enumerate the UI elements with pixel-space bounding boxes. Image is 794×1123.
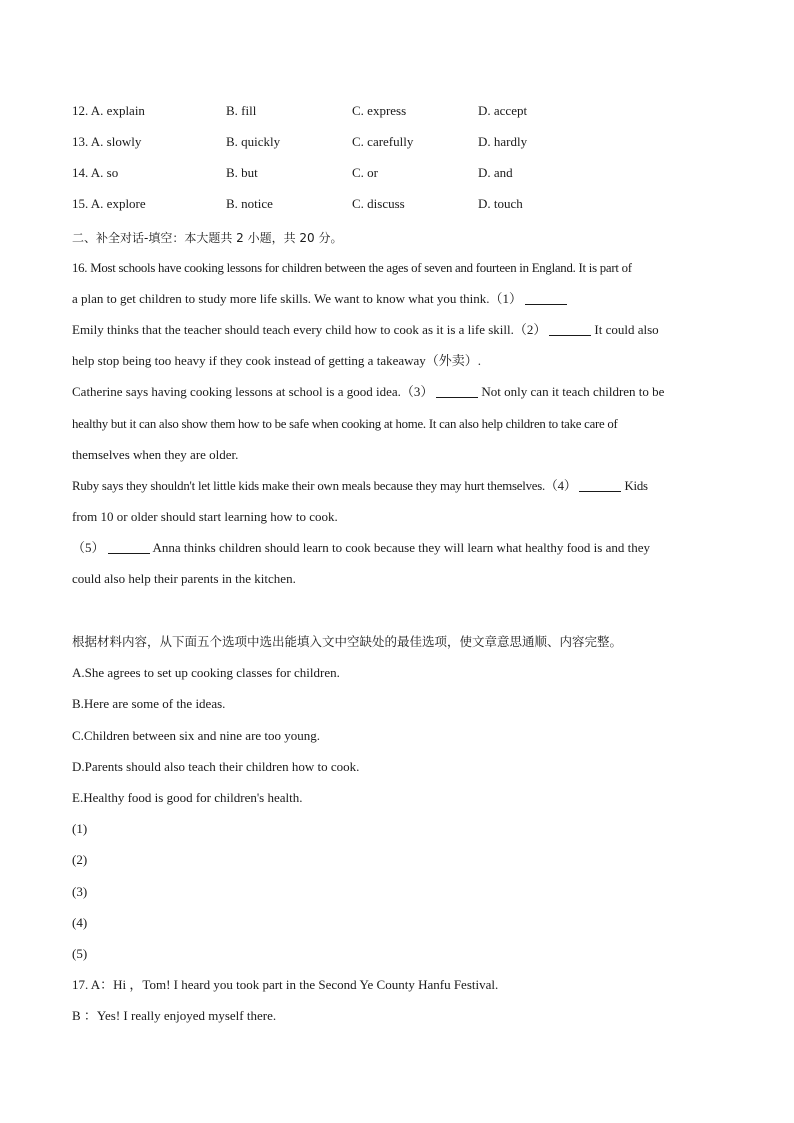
answer-slot-2[interactable]: (2) bbox=[72, 852, 88, 867]
section-heading: 二、补全对话-填空：本大题共 2 小题，共 20 分。 bbox=[72, 231, 343, 245]
option-d: D. hardly bbox=[478, 134, 528, 149]
choice-a: A.She agrees to set up cooking classes for children. bbox=[72, 665, 340, 680]
option-c: C. or bbox=[352, 165, 378, 180]
dialogue-line-a: 17. A：Hi ，Tom! I heard you took part in the Second Ye County Hanfu Festival. bbox=[72, 977, 499, 992]
option-c: C. discuss bbox=[352, 196, 405, 211]
option-a: 13. A. slowly bbox=[72, 134, 142, 149]
option-a: 14. A. so bbox=[72, 165, 119, 180]
blank-5[interactable] bbox=[108, 541, 150, 554]
option-b: B. notice bbox=[226, 196, 273, 211]
passage-line: help stop being too heavy if they cook instead of getting a takeaway（外卖）. bbox=[72, 353, 482, 368]
passage-line bbox=[72, 538, 650, 558]
blank-4[interactable] bbox=[579, 479, 621, 492]
passage-text: Kids bbox=[624, 479, 648, 493]
passage-text: It could also bbox=[594, 322, 659, 337]
instruction-text: 根据材料内容，从下面五个选项中选出能填入文中空缺处的最佳选项，使文章意思通顺、内容完整。 bbox=[72, 634, 623, 649]
passage-line: themselves when they are older. bbox=[72, 447, 239, 462]
passage-text: Catherine says having cooking lessons at school is a good idea.（3） bbox=[72, 384, 434, 399]
passage-text: Emily thinks that the teacher should teach every child how to cook as it is a life skill.（2） bbox=[72, 322, 547, 337]
choice-e: E.Healthy food is good for children's health. bbox=[72, 790, 303, 805]
blank-2[interactable] bbox=[549, 323, 591, 336]
answer-slot-1[interactable]: (1) bbox=[72, 821, 88, 836]
option-b: B. fill bbox=[226, 103, 257, 118]
passage-text: Ruby says they shouldn't let little kids make their own meals because they may hurt themselves.（4） bbox=[72, 479, 577, 493]
blank-3[interactable] bbox=[436, 385, 478, 398]
passage-line bbox=[72, 476, 648, 496]
passage-text: （5） bbox=[72, 540, 105, 555]
option-a: 12. A. explain bbox=[72, 103, 145, 118]
choice-b: B.Here are some of the ideas. bbox=[72, 696, 226, 711]
passage-text: Not only can it teach children to be bbox=[481, 384, 665, 399]
option-d: D. accept bbox=[478, 103, 528, 118]
passage-text: a plan to get children to study more life skills. We want to know what you think.（1） bbox=[72, 291, 523, 306]
option-d: D. and bbox=[478, 165, 513, 180]
blank-1[interactable] bbox=[525, 292, 567, 305]
passage-line: could also help their parents in the kitchen. bbox=[72, 571, 296, 586]
option-b: B. but bbox=[226, 165, 258, 180]
option-c: C. express bbox=[352, 103, 407, 118]
choice-d: D.Parents should also teach their children how to cook. bbox=[72, 759, 360, 774]
passage-line: 16. Most schools have cooking lessons for children between the ages of seven and fourteen in England. It is part of bbox=[72, 261, 632, 275]
passage-line bbox=[72, 289, 570, 309]
passage-line: from 10 or older should start learning how to cook. bbox=[72, 509, 338, 524]
choice-c: C.Children between six and nine are too young. bbox=[72, 728, 321, 743]
option-b: B. quickly bbox=[226, 134, 281, 149]
passage-line: healthy but it can also show them how to be safe when cooking at home. It can also help children to take care of bbox=[72, 417, 618, 431]
answer-slot-3[interactable]: (3) bbox=[72, 884, 88, 899]
answer-slot-5[interactable]: (5) bbox=[72, 946, 88, 961]
option-a: 15. A. explore bbox=[72, 196, 146, 211]
passage-text: Anna thinks children should learn to cook because they will learn what healthy food is and they bbox=[152, 540, 650, 555]
dialogue-line-b: B ：Yes! I really enjoyed myself there. bbox=[72, 1008, 277, 1023]
option-c: C. carefully bbox=[352, 134, 414, 149]
option-d: D. touch bbox=[478, 196, 523, 211]
answer-slot-4[interactable]: (4) bbox=[72, 915, 88, 930]
passage-line bbox=[72, 382, 664, 402]
passage-line bbox=[72, 320, 659, 340]
